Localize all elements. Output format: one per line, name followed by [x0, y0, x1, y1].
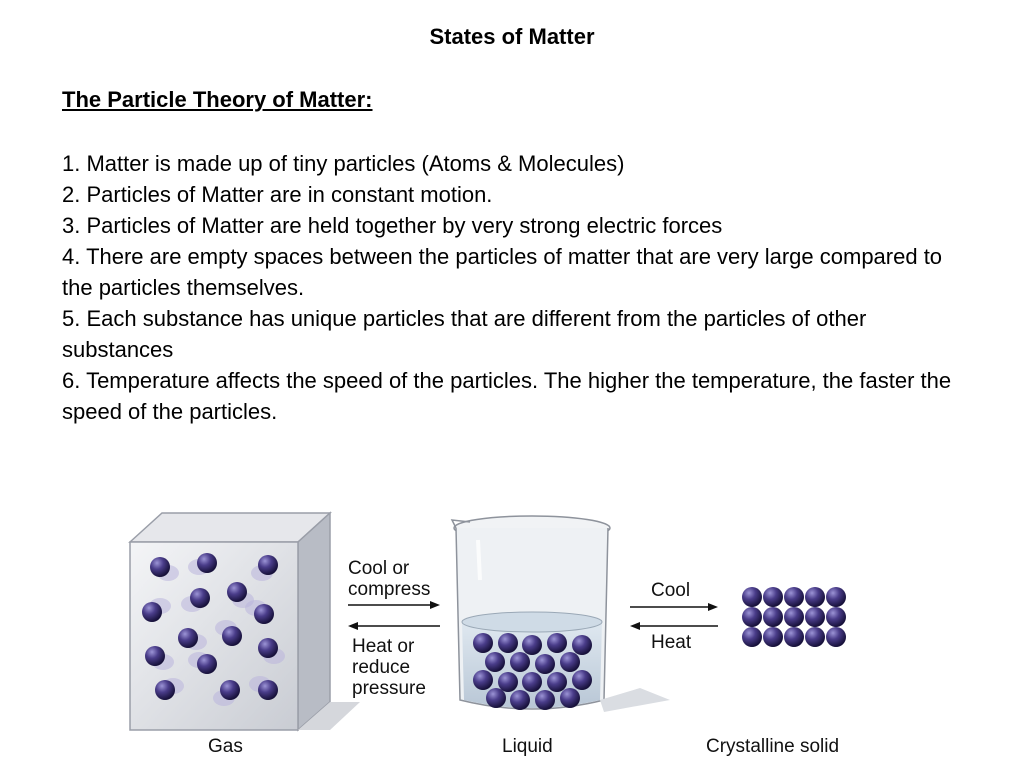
liquid-particle [473, 670, 493, 690]
point-4: 4. There are empty spaces between the particles of matter that are very large compared to the particles themselves. [62, 244, 943, 300]
liquid-label: Liquid [502, 736, 553, 757]
liquid-particle [485, 652, 505, 672]
heat-label: Heat [651, 632, 692, 653]
gas-particle [220, 680, 240, 700]
solid-particle [763, 627, 783, 647]
point-6: 6. Temperature affects the speed of the particles. The higher the temperature, the faster the speed of the particles. [62, 368, 952, 424]
liquid-particle [560, 652, 580, 672]
point-2: 2. Particles of Matter are in constant motion. [62, 182, 493, 207]
pressure-label: pressure [352, 678, 426, 699]
liquid-particle [498, 633, 518, 653]
liquid-particle [510, 652, 530, 672]
liquid-particle [547, 672, 567, 692]
liquid-particle [498, 672, 518, 692]
solid-particle [763, 607, 783, 627]
liquid-particle [572, 635, 592, 655]
gas-particle [142, 602, 162, 622]
liquid-particle [535, 654, 555, 674]
liquid-particle [547, 633, 567, 653]
gas-particle [178, 628, 198, 648]
gas-particle [227, 582, 247, 602]
page-title: States of Matter [429, 24, 595, 49]
solid-particle [826, 627, 846, 647]
gas-particle [197, 654, 217, 674]
gas-particle [258, 638, 278, 658]
solid-particle [742, 627, 762, 647]
liquid-particle [473, 633, 493, 653]
liquid-particle [560, 688, 580, 708]
liquid-particle [486, 688, 506, 708]
liquid-particle [572, 670, 592, 690]
solid-particle [784, 607, 804, 627]
solid-particle [784, 627, 804, 647]
solid-particle [826, 587, 846, 607]
point-3: 3. Particles of Matter are held together by very strong electric forces [62, 213, 723, 238]
point-5: 5. Each substance has unique particles that are different from the particles of other substances [62, 306, 867, 362]
solid-particle [826, 607, 846, 627]
section-heading: The Particle Theory of Matter: [62, 87, 373, 112]
solid-particle [742, 587, 762, 607]
solid-particle [805, 587, 825, 607]
liquid-particle [510, 690, 530, 710]
gas-particle [258, 680, 278, 700]
liquid-solid-arrows [630, 603, 718, 630]
gas-particle [190, 588, 210, 608]
cool-or-label: Cool or [348, 558, 410, 579]
gas-particle [197, 553, 217, 573]
gas-particle [150, 557, 170, 577]
solid-particle [763, 587, 783, 607]
solid-particle [742, 607, 762, 627]
gas-particle [258, 555, 278, 575]
gas-particle [145, 646, 165, 666]
liquid-particle [535, 690, 555, 710]
liquid-particle [522, 672, 542, 692]
gas-label: Gas [208, 736, 243, 757]
solid-particle [805, 607, 825, 627]
solid-particles [742, 587, 846, 647]
point-1: 1. Matter is made up of tiny particles (Atoms & Molecules) [62, 151, 625, 176]
solid-particle [805, 627, 825, 647]
gas-particle [222, 626, 242, 646]
cool-label: Cool [651, 580, 691, 601]
gas-liquid-arrows [348, 601, 440, 630]
liquid-particle [522, 635, 542, 655]
compress-label: compress [348, 579, 431, 600]
heat-or-label: Heat or [352, 636, 415, 657]
solid-particle [784, 587, 804, 607]
gas-particle [155, 680, 175, 700]
reduce-label: reduce [352, 657, 411, 678]
gas-particle [254, 604, 274, 624]
crystalline-solid-label: Crystalline solid [706, 736, 840, 757]
